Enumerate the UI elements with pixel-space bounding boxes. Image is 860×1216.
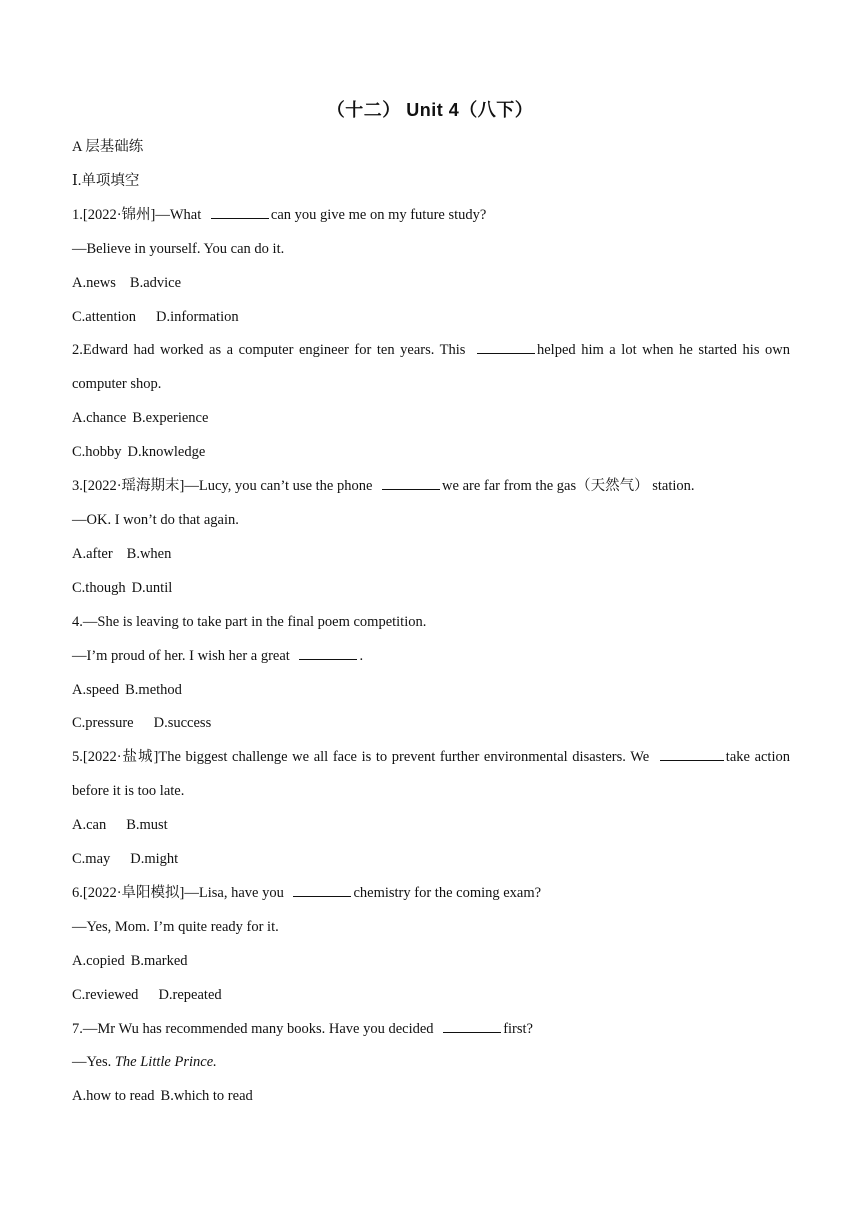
- answer-blank: [660, 748, 724, 761]
- question-5-options-row-2: [72, 843, 790, 877]
- question-6-reply: —Yes, Mom. I’m quite ready for it.: [72, 918, 279, 935]
- option-a: A.after: [72, 545, 113, 562]
- question-2-options-row-1: [72, 402, 790, 436]
- question-2-stem: 2.Edward had worked as a computer engineer for ten years. This helped him a lot when he started his own computer shop.: [72, 342, 790, 393]
- option-d: D.knowledge: [127, 444, 206, 461]
- section-heading: A 层基础练: [72, 139, 144, 155]
- option-b: B.when: [126, 545, 172, 562]
- question-1-stem: 1.[2022·锦州]—What can you give me on my future study?: [72, 206, 487, 223]
- option-b: B.must: [126, 817, 168, 834]
- option-d: D.information: [156, 308, 239, 325]
- question-6-stem: 6.[2022·阜阳模拟]—Lisa, have you chemistry for the coming exam?: [72, 884, 542, 901]
- option-b: B.marked: [130, 952, 188, 969]
- option-b: B.method: [125, 681, 182, 698]
- question-6-options-row-1: [72, 945, 790, 979]
- answer-blank: [477, 341, 535, 354]
- question-4-options-row-2: [72, 707, 790, 741]
- question-4-stem: 4.—She is leaving to take part in the final poem competition.: [72, 613, 427, 630]
- option-a: A.can: [72, 817, 107, 834]
- question-5-options-row-1: [72, 809, 790, 843]
- question-3-reply: —OK. I won’t do that again.: [72, 511, 239, 528]
- question-7-stem: 7.—Mr Wu has recommended many books. Have you decided first?: [72, 1020, 533, 1037]
- option-d: D.until: [131, 579, 173, 596]
- question-5-stem: 5.[2022·盐城]The biggest challenge we all face is to prevent further environmental disasters. We take action before it is too late.: [72, 749, 790, 800]
- option-a: A.how to read: [72, 1088, 155, 1105]
- option-b: B.experience: [132, 410, 209, 427]
- question-4-options-row-1: [72, 674, 790, 708]
- question-1-reply: —Believe in yourself. You can do it.: [72, 240, 285, 257]
- answer-blank: [382, 477, 440, 490]
- option-c: C.may: [72, 851, 111, 868]
- book-title: The Little Prince.: [114, 1054, 217, 1071]
- part-heading: Ⅰ.单项填空: [72, 172, 140, 189]
- option-d: D.success: [153, 715, 212, 732]
- question-7-reply: —Yes. The Little Prince.: [72, 1054, 217, 1071]
- question-3-options-row-1: [72, 538, 790, 572]
- option-c: C.attention: [72, 308, 137, 325]
- answer-blank: [211, 206, 269, 219]
- question-3-options-row-2: [72, 572, 790, 606]
- option-a: A.chance: [72, 410, 127, 427]
- question-6-options-row-2: [72, 979, 790, 1013]
- question-3-stem: 3.[2022·瑶海期末]—Lucy, you can’t use the phone we are far from the gas（天然气） station.: [72, 478, 695, 495]
- option-a: A.speed: [72, 681, 120, 698]
- question-1-options-row-2: [72, 301, 790, 335]
- option-d: D.might: [130, 851, 179, 868]
- option-c: C.reviewed: [72, 986, 139, 1003]
- worksheet-content: [72, 131, 790, 1114]
- option-c: C.hobby: [72, 444, 122, 461]
- answer-blank: [293, 884, 351, 897]
- option-c: C.pressure: [72, 715, 134, 732]
- question-4-reply: —I’m proud of her. I wish her a great .: [72, 647, 364, 664]
- option-a: A.news: [72, 274, 116, 291]
- option-d: D.repeated: [158, 986, 222, 1003]
- answer-blank: [443, 1020, 501, 1033]
- page-title: （十二） Unit 4（八下）: [326, 100, 534, 120]
- question-2-options-row-2: [72, 436, 790, 470]
- option-c: C.though: [72, 579, 126, 596]
- question-7-options-row-1: [72, 1080, 790, 1114]
- option-b: B.which to read: [160, 1088, 253, 1105]
- question-1-options-row-1: [72, 267, 790, 301]
- answer-blank: [299, 647, 357, 660]
- option-b: B.advice: [129, 274, 182, 291]
- option-a: A.copied: [72, 952, 125, 969]
